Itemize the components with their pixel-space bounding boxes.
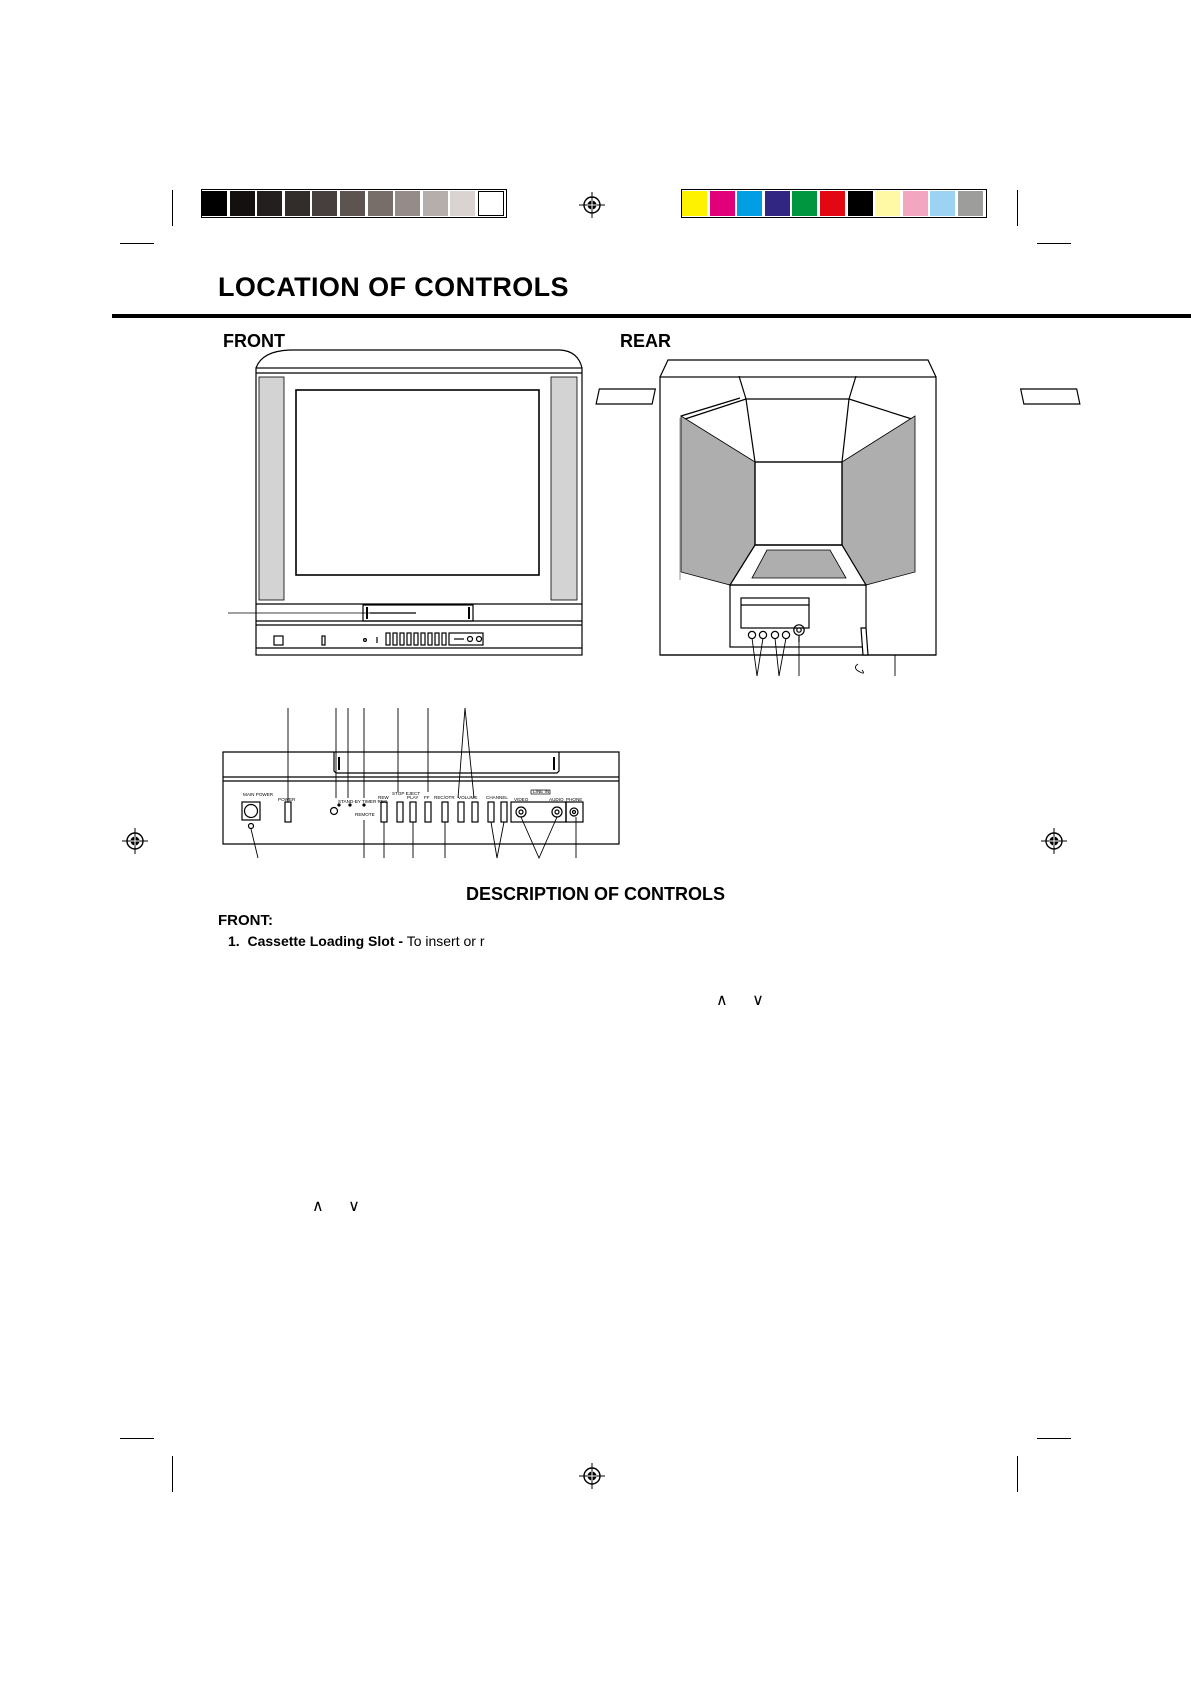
rear-section-label: REAR (620, 331, 672, 351)
crop-mark (1017, 1456, 1018, 1492)
registration-target-icon (579, 1463, 605, 1489)
channel-up-down-glyphs: ∧ ∨ (312, 1198, 370, 1215)
front-controls-heading: FRONT: (218, 912, 273, 929)
rec-otr-label: REC/OTR (434, 795, 455, 800)
line-input-label: LINE IN (533, 789, 550, 794)
crop-mark (1037, 1438, 1071, 1439)
audio-label: AUDIO (549, 797, 564, 802)
panel-leader-lines-bottom (251, 817, 576, 858)
description-item-1 (228, 933, 485, 949)
volume-label: VOLUME (458, 795, 478, 800)
page-title: LOCATION OF CONTROLS (218, 272, 569, 302)
stop-eject-label: STOP EJECT (392, 791, 421, 796)
channel-up-down-glyphs: ∧ ∨ (716, 992, 774, 1009)
front-section-label: FRONT (223, 331, 285, 351)
rear-view-illustration (596, 360, 1080, 676)
rew-label: REW (378, 795, 389, 800)
item-number: 1. (228, 933, 240, 949)
crop-mark (172, 1456, 173, 1492)
play-label: PLAY (407, 795, 419, 800)
power-label: POWER (278, 797, 296, 802)
description-title: DESCRIPTION OF CONTROLS (465, 884, 725, 904)
remote-label: REMOTE (355, 812, 375, 817)
main-power-label: MAIN POWER (243, 792, 274, 797)
front-view-illustration (228, 350, 582, 655)
item-name: Cassette Loading Slot - (247, 933, 404, 949)
ff-label: FF (424, 795, 430, 800)
channel-label: CHANNEL (486, 795, 508, 800)
panel-leader-lines-top (288, 708, 474, 802)
video-label: VIDEO (514, 797, 529, 802)
item-text: To insert or r (406, 933, 485, 949)
crop-mark (120, 1438, 154, 1439)
indicator-labels: STAND-BY TIMER REC (338, 799, 388, 804)
phone-label: PHONE (566, 797, 583, 802)
